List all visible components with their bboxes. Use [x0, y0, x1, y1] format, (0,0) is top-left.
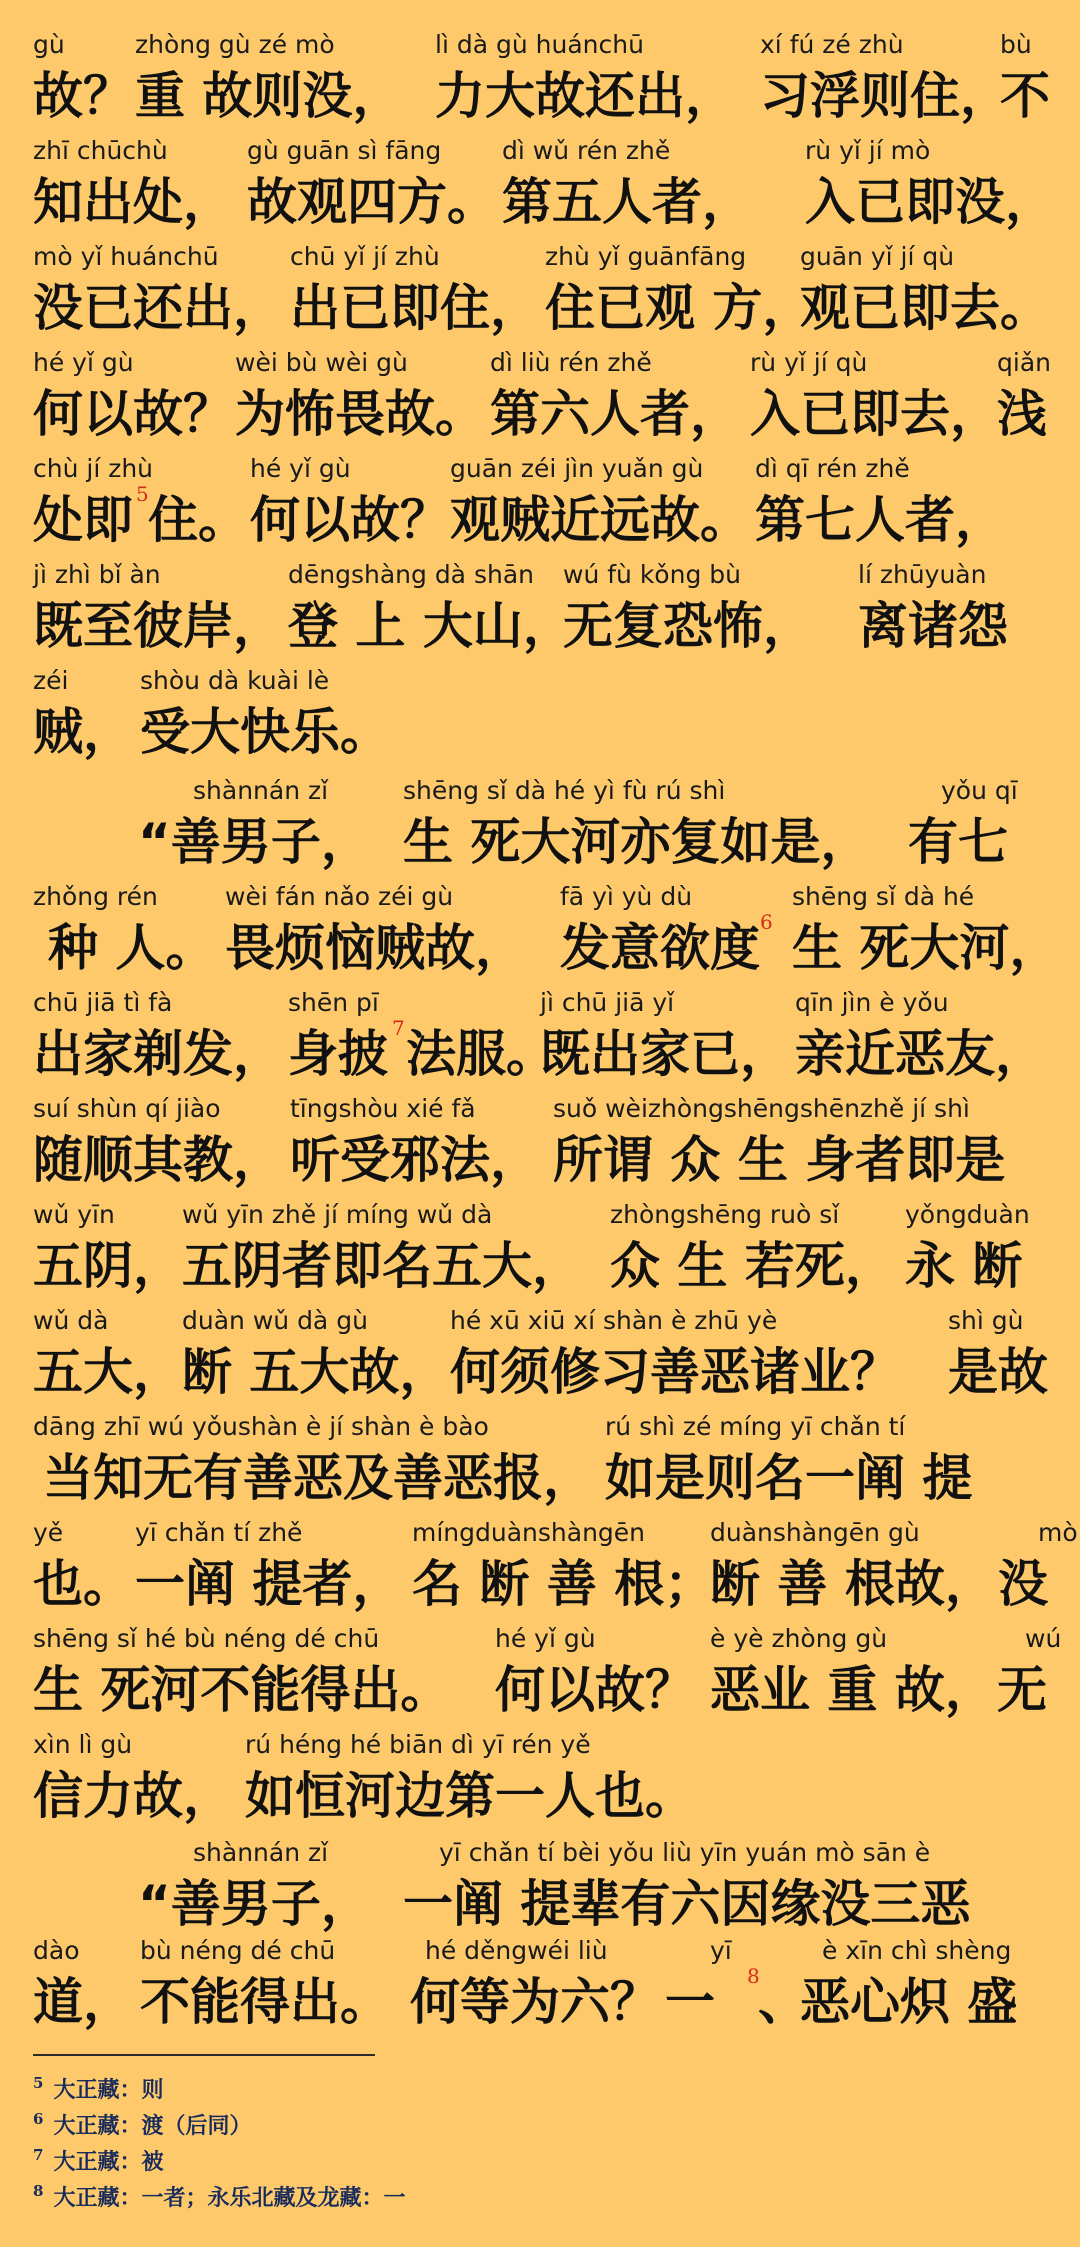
chinese-text: 道，	[33, 1973, 133, 2031]
chinese-text: 一阐 提辈有六因缘没三恶	[403, 1875, 971, 1933]
chinese-text: 众 生 若死，	[610, 1237, 895, 1295]
pinyin-annotation: yī chǎn tí bèi yǒu liù yīn yuán mò sān è	[439, 1838, 931, 1867]
text-line	[0, 774, 1080, 878]
pinyin-annotation: rù yǐ jí qù	[750, 348, 868, 377]
chinese-text: 名 断 善 根；	[412, 1555, 715, 1613]
chinese-text: 何以故？	[250, 491, 450, 549]
pinyin-annotation: shēng sǐ dà hé	[792, 882, 975, 911]
pinyin-annotation: rú héng hé biān dì yī rén yě	[245, 1730, 591, 1759]
footnote-marker[interactable]: 5	[136, 482, 149, 506]
footnote-number: 5	[33, 2074, 44, 2092]
chinese-text: “善男子，	[138, 1875, 371, 1933]
chinese-text: 既至彼岸，	[33, 597, 283, 655]
pinyin-annotation: yǒngduàn	[905, 1200, 1030, 1229]
chinese-text: 入已即去，	[750, 385, 1000, 443]
footnote-number: 7	[33, 2146, 44, 2164]
chinese-text: 畏烦恼贼故，	[225, 919, 525, 977]
pinyin-annotation: è xīn chì shèng	[822, 1936, 1012, 1965]
chinese-text: 为怖畏故。	[235, 385, 485, 443]
chinese-text: 重 故则没，	[135, 67, 403, 125]
chinese-text: 既出家已，	[540, 1025, 790, 1083]
pinyin-annotation: zhù yǐ guānfāng	[545, 242, 747, 271]
pinyin-annotation: wú fù kǒng bù	[563, 560, 741, 589]
chinese-text: 观已即去。	[800, 279, 1050, 337]
pinyin-annotation: gù guān sì fāng	[247, 136, 442, 165]
pinyin-annotation: duàn wǔ dà gù	[182, 1306, 368, 1335]
pinyin-annotation: xí fú zé zhù	[760, 30, 904, 59]
footnote	[33, 2174, 406, 2211]
chinese-text: 何以故？	[495, 1661, 695, 1719]
chinese-text: 贼，	[33, 703, 133, 761]
footnote-marker[interactable]: 7	[392, 1016, 405, 1040]
pinyin-annotation: hé yǐ gù	[33, 348, 134, 377]
pinyin-annotation: zhī chūchù	[33, 136, 168, 165]
pinyin-annotation: shànnán zǐ	[193, 1838, 329, 1867]
chinese-text: 第六人者，	[490, 385, 740, 443]
chinese-text: 离诸怨	[858, 597, 1008, 655]
chinese-text: 有七	[908, 813, 1008, 871]
pinyin-annotation: jì chū jiā yǐ	[540, 988, 675, 1017]
chinese-text: 断 五大故，	[182, 1343, 450, 1401]
chinese-text: 如是则名一阐 提	[605, 1449, 973, 1507]
pinyin-annotation: hé yǐ gù	[495, 1624, 596, 1653]
pinyin-annotation: dào	[33, 1936, 80, 1965]
chinese-text: 浅	[997, 385, 1047, 443]
pinyin-annotation: lí zhūyuàn	[858, 560, 987, 589]
chinese-text: 故观四方。	[247, 173, 497, 231]
chinese-text: 断 善 根故，	[710, 1555, 995, 1613]
chinese-text: 住。	[148, 491, 248, 549]
chinese-text: 生 死河不能得出。	[33, 1661, 451, 1719]
pinyin-annotation: hé xū xiū xí shàn è zhū yè	[450, 1306, 778, 1335]
pinyin-annotation: yě	[33, 1518, 64, 1547]
chinese-text: 生 死大河，	[792, 919, 1060, 977]
text-line	[0, 1304, 1080, 1408]
chinese-text: 恶业 重 故，	[710, 1661, 995, 1719]
pinyin-annotation: lì dà gù huánchū	[435, 30, 644, 59]
pinyin-annotation: shì gù	[948, 1306, 1024, 1335]
chinese-text: 永 断	[905, 1237, 1023, 1295]
footnote	[33, 2066, 164, 2103]
chinese-text: 当知无有善恶及善恶报，	[43, 1449, 593, 1507]
chinese-text: 知出处，	[33, 173, 233, 231]
chinese-text: 出家剃发，	[33, 1025, 283, 1083]
chinese-text: 第五人者，	[502, 173, 752, 231]
footnote-marker[interactable]: 8	[747, 1964, 760, 1988]
pinyin-annotation: suǒ wèizhòngshēngshēnzhě jí shì	[553, 1094, 970, 1123]
chinese-text: 入已即没，	[805, 173, 1055, 231]
text-line	[0, 1934, 1080, 2038]
text-line	[0, 346, 1080, 450]
chinese-text: 也。	[33, 1555, 133, 1613]
pinyin-annotation: wǔ dà	[33, 1306, 109, 1335]
chinese-text: 何等为六？	[410, 1973, 660, 2031]
chinese-text: 、	[758, 1973, 808, 2031]
footnote-text: 大正藏：一者；永乐北藏及龙藏：一	[53, 2185, 406, 2211]
pinyin-annotation: wèi fán nǎo zéi gù	[225, 882, 454, 911]
pinyin-annotation: mò yǐ huánchū	[33, 242, 219, 271]
chinese-text: 没	[998, 1555, 1048, 1613]
chinese-text: 身披	[288, 1025, 388, 1083]
pinyin-annotation: dì qī rén zhě	[755, 454, 910, 483]
text-line	[0, 1092, 1080, 1196]
pinyin-annotation: zhòngshēng ruò sǐ	[610, 1200, 840, 1229]
pinyin-annotation: fā yì yù dù	[560, 882, 693, 911]
text-line	[0, 1728, 1080, 1832]
chinese-text: 不能得出。	[140, 1973, 390, 2031]
pinyin-annotation: bù néng dé chū	[140, 1936, 336, 1965]
pinyin-annotation: dì liù rén zhě	[490, 348, 652, 377]
pinyin-annotation: chù jí zhù	[33, 454, 154, 483]
text-line	[0, 880, 1080, 984]
pinyin-annotation: zéi	[33, 666, 69, 695]
text-line	[0, 452, 1080, 556]
chinese-text: 随顺其教，	[33, 1131, 283, 1189]
pinyin-annotation: dì wǔ rén zhě	[502, 136, 671, 165]
chinese-text: “善男子，	[138, 813, 371, 871]
footnote-text: 大正藏：被	[53, 2149, 164, 2175]
chinese-text: 五阴者即名五大，	[182, 1237, 582, 1295]
chinese-text: 所谓 众 生 身者即是	[553, 1131, 1006, 1189]
chinese-text: 一阐 提者，	[135, 1555, 403, 1613]
chinese-text: 无	[997, 1661, 1047, 1719]
pinyin-annotation: tīngshòu xié fǎ	[290, 1094, 476, 1123]
chinese-text: 如恒河边第一人也。	[245, 1767, 695, 1825]
chinese-text: 故？	[33, 67, 133, 125]
chinese-text: 没已还出，	[33, 279, 283, 337]
chinese-text: 第七人者，	[755, 491, 1005, 549]
chinese-text: 处即	[33, 491, 133, 549]
footnote-text: 大正藏：渡（后同）	[53, 2113, 252, 2139]
chinese-text: 生 死大河亦复如是，	[403, 813, 871, 871]
pinyin-annotation: dāng zhī wú yǒushàn è jí shàn è bào	[33, 1412, 489, 1441]
chinese-text: 受大快乐。	[140, 703, 390, 761]
footnote	[33, 2138, 164, 2175]
pinyin-annotation: guān zéi jìn yuǎn gù	[450, 454, 704, 483]
footnote-text: 大正藏：则	[53, 2077, 164, 2103]
chinese-text: 登 上 大山，	[288, 597, 573, 655]
chinese-text: 何以故？	[33, 385, 233, 443]
text-line	[0, 1198, 1080, 1302]
pinyin-annotation: wǔ yīn	[33, 1200, 115, 1229]
pinyin-annotation: hé děngwéi liù	[425, 1936, 608, 1965]
pinyin-annotation: shēng sǐ hé bù néng dé chū	[33, 1624, 380, 1653]
chinese-text: 种 人。	[48, 919, 216, 977]
pinyin-annotation: guān yǐ jí qù	[800, 242, 955, 271]
pinyin-annotation: dēngshàng dà shān	[288, 560, 534, 589]
text-line	[0, 1622, 1080, 1726]
chinese-text: 是故	[948, 1343, 1048, 1401]
footnote	[33, 2102, 252, 2139]
pinyin-annotation: qiǎn	[997, 348, 1051, 377]
pinyin-annotation: wú	[1025, 1624, 1062, 1653]
pinyin-annotation: chū jiā tì fà	[33, 988, 173, 1017]
pinyin-annotation: míngduànshàngēn	[412, 1518, 646, 1547]
pinyin-annotation: rú shì zé míng yī chǎn tí	[605, 1412, 906, 1441]
chinese-text: 听受邪法，	[290, 1131, 540, 1189]
chinese-text: 习浮则住，	[760, 67, 1010, 125]
text-line	[0, 28, 1080, 132]
text-line	[0, 1836, 1080, 1940]
chinese-text: 力大故还出，	[435, 67, 735, 125]
chinese-text: 亲近恶友，	[795, 1025, 1045, 1083]
pinyin-annotation: bù	[1000, 30, 1032, 59]
pinyin-annotation: yī chǎn tí zhě	[135, 1518, 303, 1547]
pinyin-annotation: shēn pī	[288, 988, 379, 1017]
pinyin-annotation: rù yǐ jí mò	[805, 136, 931, 165]
footnote-number: 6	[33, 2110, 44, 2128]
pinyin-annotation: suí shùn qí jiào	[33, 1094, 221, 1123]
text-line	[0, 986, 1080, 1090]
footnote-marker[interactable]: 6	[760, 910, 773, 934]
text-line	[0, 240, 1080, 344]
pinyin-annotation: duànshàngēn gù	[710, 1518, 920, 1547]
pinyin-annotation: zhòng gù zé mò	[135, 30, 335, 59]
chinese-text: 五大，	[33, 1343, 183, 1401]
text-line	[0, 558, 1080, 662]
pinyin-annotation: gù	[33, 30, 65, 59]
footnote-divider	[33, 2054, 375, 2056]
pinyin-annotation: yǒu qī	[941, 776, 1018, 805]
chinese-text: 出已即住，	[290, 279, 540, 337]
pinyin-annotation: mò	[1038, 1518, 1078, 1547]
text-line	[0, 1410, 1080, 1514]
chinese-text: 五阴，	[33, 1237, 183, 1295]
pinyin-annotation: shòu dà kuài lè	[140, 666, 330, 695]
chinese-text: 发意欲度	[560, 919, 760, 977]
pinyin-annotation: wèi bù wèi gù	[235, 348, 408, 377]
text-line	[0, 664, 1080, 768]
chinese-text: 何须修习善恶诸业？	[450, 1343, 900, 1401]
chinese-text: 无复恐怖，	[563, 597, 813, 655]
text-line	[0, 134, 1080, 238]
pinyin-annotation: wǔ yīn zhě jí míng wǔ dà	[182, 1200, 493, 1229]
chinese-text: 信力故，	[33, 1767, 233, 1825]
pinyin-annotation: shànnán zǐ	[193, 776, 329, 805]
pinyin-annotation: è yè zhòng gù	[710, 1624, 888, 1653]
chinese-text: 一	[665, 1973, 715, 2031]
chinese-text: 恶心炽 盛	[800, 1973, 1018, 2031]
chinese-text: 不	[1000, 67, 1050, 125]
chinese-text: 观贼近远故。	[450, 491, 750, 549]
pinyin-annotation: qīn jìn è yǒu	[795, 988, 949, 1017]
pinyin-annotation: hé yǐ gù	[250, 454, 351, 483]
pinyin-annotation: zhǒng rén	[33, 882, 158, 911]
pinyin-annotation: shēng sǐ dà hé yì fù rú shì	[403, 776, 726, 805]
pinyin-annotation: xìn lì gù	[33, 1730, 133, 1759]
chinese-text: 法服。	[406, 1025, 556, 1083]
text-line	[0, 1516, 1080, 1620]
footnote-number: 8	[33, 2182, 44, 2200]
pinyin-annotation: yī	[710, 1936, 732, 1965]
pinyin-annotation: jì zhì bǐ àn	[33, 560, 161, 589]
chinese-text: 住已观 方，	[545, 279, 813, 337]
pinyin-annotation: chū yǐ jí zhù	[290, 242, 440, 271]
